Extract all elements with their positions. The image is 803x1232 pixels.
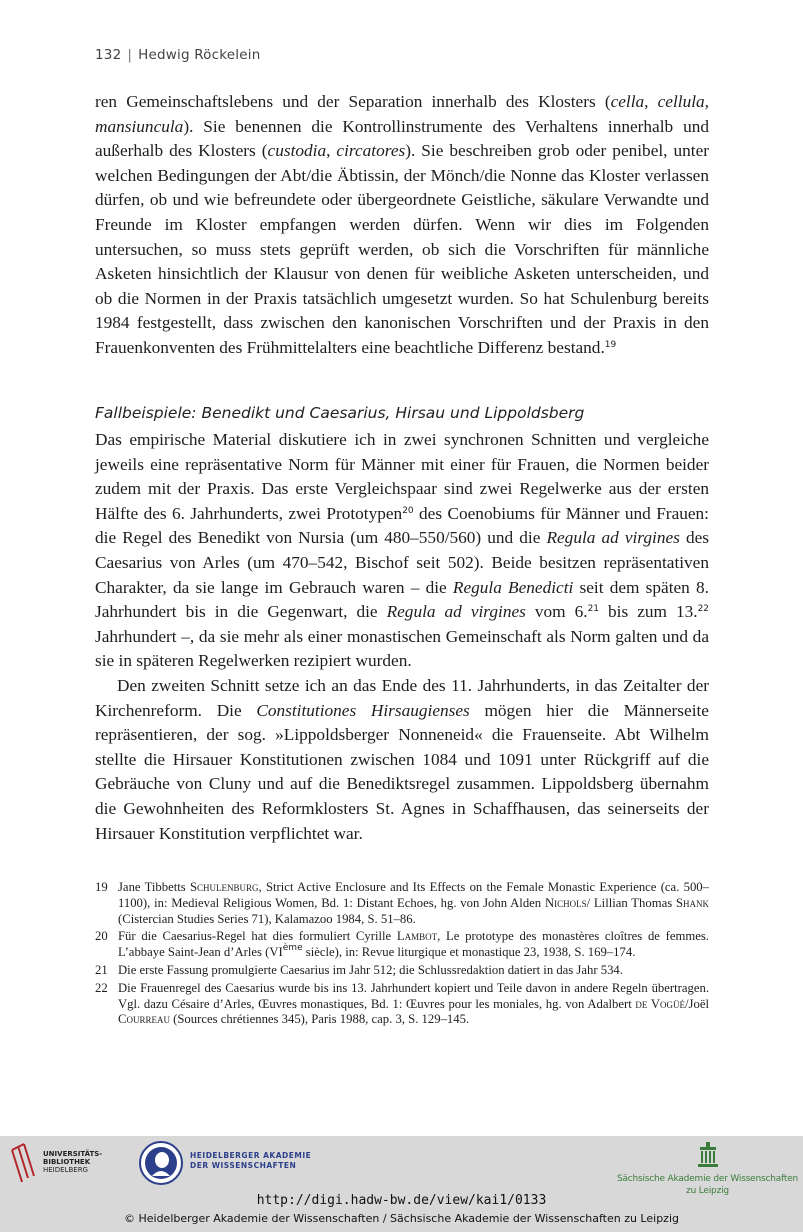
body-text-block-2 xyxy=(95,428,709,846)
digitization-footer xyxy=(0,1136,803,1232)
footnote-ref-20[interactable]: 20 xyxy=(402,505,414,516)
footnote-20: 20 Für die Caesarius-Regel hat dies formuliert Cyrille Lambot, Le prototype des monastères cloîtres de femmes. L’abbaye Saint-Jean d’Arles (VIème siècle), in: Revue liturgique et monastique 23, 1938, S. 169–174. xyxy=(95,929,709,960)
page-number: 132 xyxy=(95,47,122,63)
footnote-ref-21[interactable]: 21 xyxy=(587,604,600,615)
paragraph-3: Den zweiten Schnitt setze ich an das Ende des 11. Jahrhunderts, in das Zeitalter der Kirchenreform. Die Constitutiones Hirsaugienses mögen hier die Männerseite repräsentieren, der sog. »Lippoldsberger Nonneneid« die Frauenseite. Abt Wilhelm stellte die Hirsauer Konstitutionen zwischen 1084 und 1091 unter Rückgriff auf die Gebräuche von Cluny und auf die Benediktsregel zusammen. Lippoldsberg übernahm die Gewohnheiten des Reformklosters St. Agnes in Schaffhausen, das seinerseits der Hirsauer Konstitution verpflichtet war. xyxy=(95,675,709,843)
body-text-block-1 xyxy=(95,90,709,361)
copyright-notice: © Heidelberger Akademie der Wissenschaften / Sächsische Akademie der Wissenschaften zu Leipzig xyxy=(123,1212,679,1225)
section-heading: Fallbeispiele: Benedikt und Caesarius, Hirsau und Lippoldsberg xyxy=(95,404,585,422)
header-separator: | xyxy=(127,47,133,63)
paragraph-1: ren Gemeinschaftslebens und der Separation innerhalb des Klosters (cella, cellula, mansiuncula). Sie benennen die Kontrollinstrumente des Verhaltens innerhalb und außerhalb des Klosters (custodia, circatores). Sie beschreiben grob oder penibel, unter welchen Bedingungen der Abt/die Äbtissin, der Mönch/die Nonne das Kloster verlassen dürfen, ob und wie befreundete oder übergeordnete Geistliche, säkulare Verwandte und Freunde im Kloster empfangen werden dürfen. Wenn wir dies im Folgenden untersuchen, so muss stets geprüft werden, ob sich die Vorschriften für männliche Asketen hinsichtlich der Klausur von denen für weibliche Asketen unterscheiden, und ob die Normen in der Praxis tatsächlich umgesetzt wurden. So hat Schulenburg bereits 1984 festgestellt, dass zwischen den kanonischen Vorschriften und der Praxis in den Frauenkonventen des Frühmittelalters eine beachtliche Differenz bestand.$^{19}$ xyxy=(95,92,709,357)
paragraph-2: Das empirische Material diskutiere ich in zwei synchronen Schnitten und vergleiche jeweils eine repräsentative Norm für Männer mit einer für Frauen, die Normen beider zudem mit der Praxis. Das erste Vergleichspaar sind zwei Regelwerke aus der ersten Hälfte des 6. Jahrhunderts, zwei Prototypen$^{20}$ des Coenobiums für Männer und Frauen: die Regel des Benedikt von Nursia (um 480–550/560) und die Regula ad virgines des Caesarius von Arles (um 470–542, Bischof seit 502). Beide besitzen repräsentativen Charakter, da sie lange im Gebrauch waren – die Regula Benedicti seit dem späten 8. Jahrhundert bis in die Gegenwart, die Regula ad virgines vom 6.21 bis zum 13.22 Jahrhundert –, da sie mehr als einer monastischen Gemeinschaft als Norm galten und da sie in späteren Regelwerken rezipiert wurden. xyxy=(95,430,710,671)
footnote-ref-22[interactable]: 22 xyxy=(697,604,710,615)
permalink-url[interactable]: http://digi.hadw-bw.de/view/kai1/0133 xyxy=(256,1193,547,1208)
author-name: Hedwig Röckelein xyxy=(138,47,261,63)
saw-leipzig-building-icon[interactable] xyxy=(697,1142,719,1168)
saw-wordmark: Sächsische Akademie der Wissenschaften zu Leipzig xyxy=(616,1174,799,1196)
footnote-21: 21 Die erste Fassung promulgierte Caesarius im Jahr 512; die Schlussredaktion datiert in das Jahr 534. xyxy=(95,962,623,977)
page-header xyxy=(95,47,260,63)
footnote-22: 22 Die Frauenregel des Caesarius wurde bis ins 13. Jahrhundert kopiert und Teile davon in andere Regeln übertragen. Vgl. dazu Césaire d’Arles, Œuvres monastiques, Bd. 1: Œuvres pour les moniales, hg. von Adalbert de Vogüé/Joël Courreau (Sources chrétiennes 345), Paris 1988, cap. 3, S. 129–145. xyxy=(95,980,709,1027)
ub-heidelberg-wordmark: UNIVERSITÄTS- BIBLIOTHEK HEIDELBERG xyxy=(43,1150,103,1174)
footnote-19: 19 Jane Tibbetts Schulenburg, Strict Active Enclosure and Its Effects on the Female Monastic Experience (ca. 500–1100), in: Medieval Religious Women, Bd. 1: Distant Echoes, hg. von John Alden Nichols/ Lillian Thomas Shank (Cistercian Studies Series 71), Kalamazoo 1984, S. 51–86. xyxy=(95,880,710,926)
hadw-seal-icon[interactable] xyxy=(138,1140,184,1186)
hadw-wordmark: HEIDELBERGER AKADEMIE DER WISSENSCHAFTEN xyxy=(190,1151,312,1170)
footnotes xyxy=(95,880,709,1030)
footnote-ref-19[interactable]: 19 xyxy=(604,339,617,350)
